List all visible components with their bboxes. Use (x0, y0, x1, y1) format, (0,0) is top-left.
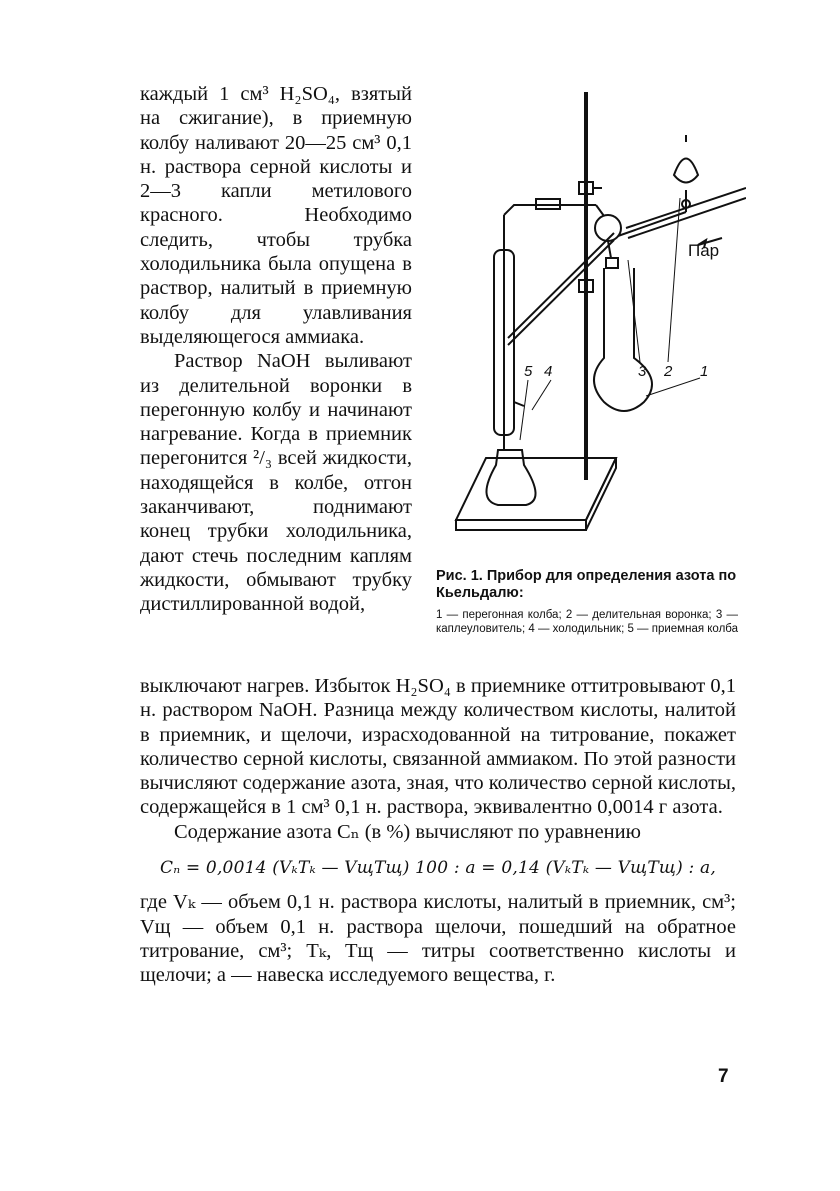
paragraph-titration: выключают нагрев. Избыток H₂SO₄ в приемнике оттитровывают 0,1 н. раствором NaOH. Разница между количеством кислоты, налитой в приемник, и щелочи, израсходованной на титрование, покажет количество серной кислоты, связанной аммиаком. По этой разности вычисляют содержание азота, зная, что количество серной кислоты, содержащейся в 1 см³ 0,1 н. раствора, эквивалентно 0,0014 г азота. (140, 675, 737, 819)
caption-title: Рис. 1. Прибор для определения азота по Кьельдалю: (436, 568, 737, 601)
steam-label: Пар (688, 241, 720, 260)
label-4: 4 (544, 363, 553, 380)
label-3: 3 (638, 363, 647, 380)
drop-catcher (595, 215, 621, 241)
distillation-flask (594, 268, 652, 411)
page-number: 7 (718, 1066, 729, 1087)
label-1: 1 (700, 363, 709, 380)
label-2: 2 (664, 363, 673, 380)
paragraph-equation-intro: Содержание азота Cₙ (в %) вычисляют по уравнению (174, 820, 641, 843)
apparatus-drawing (436, 80, 746, 560)
paragraph-receiver-preparation: каждый 1 см³ H₂SO₄, взятый на сжигание), в приемную колбу наливают 20—25 см³ 0,1 н. раствора серной кислоты и 2—3 капли метилового красного. Необходимо следить, чтобы трубка холодильника была опущена в раствор, налитый в приемную колбу для улавливания выделяющегося аммиака. (140, 83, 412, 348)
paragraph-variables: где Vₖ — объем 0,1 н. раствора кислоты, налитый в приемник, см³; Vщ — объем 0,1 н. раствора щелочи, пошедший на обратное титрование, см³; Tₖ, Tщ — титры соответственно кислоты и щелочи; a — навеска исследуемого вещества, г. (140, 891, 736, 987)
nitrogen-formula: Cₙ = 0,0014 (VₖTₖ — VщTщ) 100 : a = 0,14 (VₖTₖ — VщTщ) : a, (159, 858, 716, 879)
kjeldahl-apparatus-figure (436, 80, 746, 560)
full-width-text (140, 674, 736, 988)
caption-legend: 1 — перегонная колба; 2 — делительная воронка; 3 — каплеуловитель; 4 — холодильник; 5 — приемная колба (436, 609, 738, 635)
dividing-funnel (674, 159, 698, 183)
figure-caption (436, 568, 738, 636)
paragraph-distillation: Раствор NaOH выливают из делительной воронки в перегонную колбу и начинают нагревание. Когда в приемник перегонится ²/₃ всей жидкости, находящейся в колбе, отгон заканчивают, поднимают конец трубки холодильника, дают стечь последним каплям жидкости, обмывают трубку дистиллированной водой, (140, 350, 412, 616)
label-5: 5 (524, 363, 533, 380)
left-column-text (140, 82, 412, 617)
